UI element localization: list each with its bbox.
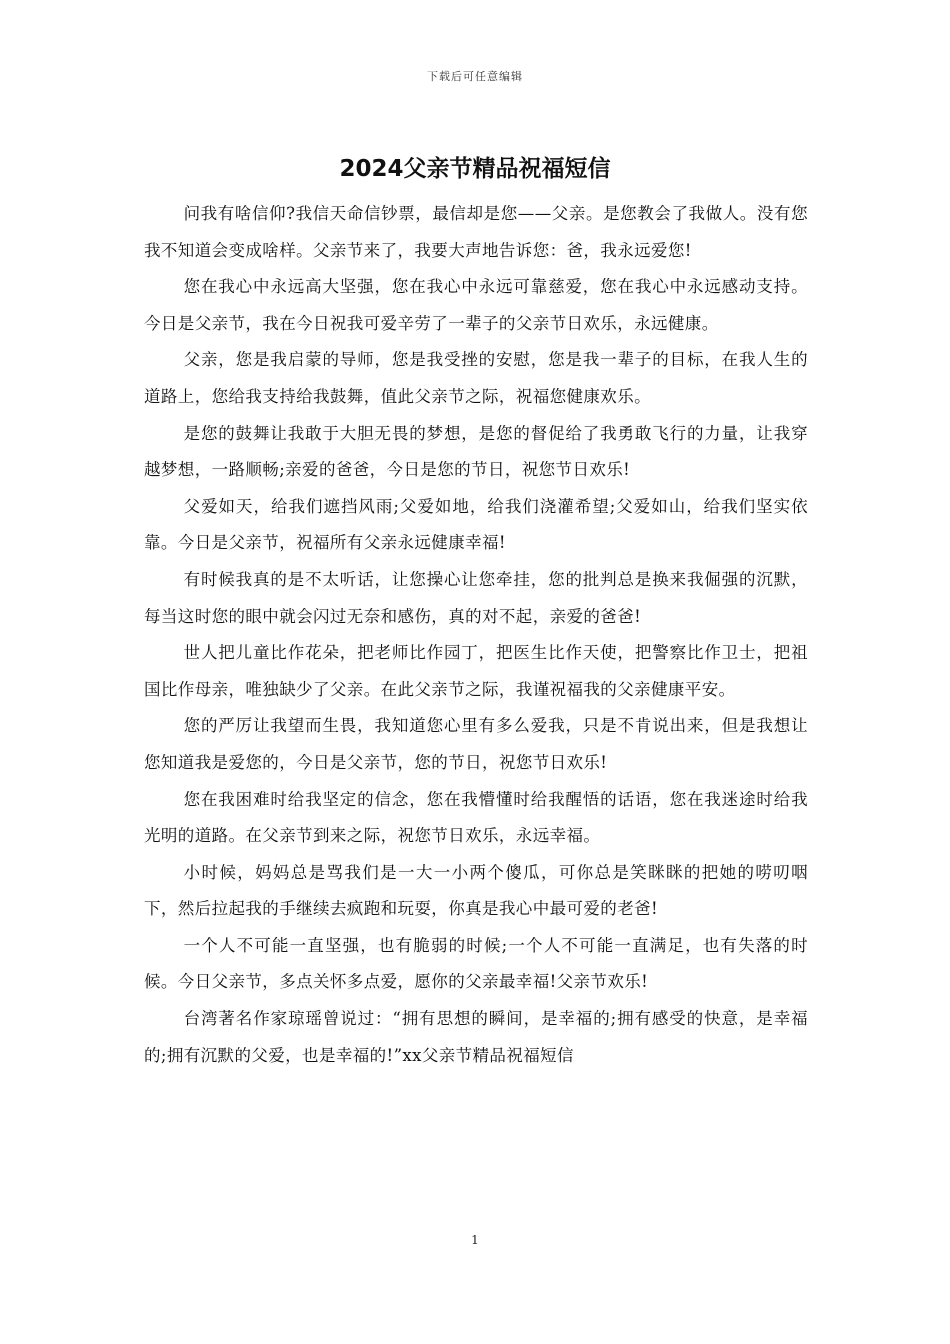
paragraph: 您的严厉让我望而生畏，我知道您心里有多么爱我，只是不肯说出来，但是我想让您知道我是爱您的，今日是父亲节，您的节日，祝您节日欢乐! [144, 716, 808, 772]
paragraph: 台湾著名作家琼瑶曾说过：“拥有思想的瞬间，是幸福的;拥有感受的快意，是幸福的;拥有沉默的父爱，也是幸福的!”xx父亲节精品祝福短信 [144, 1009, 808, 1065]
paragraph: 您在我心中永远高大坚强，您在我心中永远可靠慈爱，您在我心中永远感动支持。今日是父亲节，我在今日祝我可爱辛劳了一辈子的父亲节日欢乐，永远健康。 [144, 277, 808, 333]
paragraph: 有时候我真的是不太听话，让您操心让您牵挂，您的批判总是换来我倔强的沉默，每当这时您的眼中就会闪过无奈和感伤，真的对不起，亲爱的爸爸! [144, 569, 808, 626]
paragraph: 父亲，您是我启蒙的导师，您是我受挫的安慰，您是我一辈子的目标，在我人生的道路上，您给我支持给我鼓舞，值此父亲节之际，祝福您健康欢乐。 [144, 350, 808, 406]
paragraph: 问我有啥信仰?我信天命信钞票，最信却是您——父亲。是您教会了我做人。没有您我不知道会变成啥样。父亲节来了，我要大声地告诉您：爸，我永远爱您! [144, 204, 808, 260]
paragraph: 一个人不可能一直坚强，也有脆弱的时候;一个人不可能一直满足，也有失落的时候。今日父亲节，多点关怀多点爱，愿你的父亲最幸福!父亲节欢乐! [144, 935, 808, 992]
paragraph: 小时候，妈妈总是骂我们是一大一小两个傻瓜，可你总是笑眯眯的把她的唠叨咽下，然后拉起我的手继续去疯跑和玩耍，你真是我心中最可爱的老爸! [144, 862, 808, 919]
header-note: 下载后可任意编辑 [427, 70, 523, 83]
paragraph: 世人把儿童比作花朵，把老师比作园丁，把医生比作天使，把警察比作卫士，把祖国比作母亲，唯独缺少了父亲。在此父亲节之际，我谨祝福我的父亲健康平安。 [144, 643, 808, 699]
paragraph: 父爱如天，给我们遮挡风雨;父爱如地，给我们浇灌希望;父爱如山，给我们坚实依靠。今日是父亲节，祝福所有父亲永远健康幸福! [144, 496, 808, 553]
document-body [144, 196, 808, 1074]
paragraph: 是您的鼓舞让我敢于大胆无畏的梦想，是您的督促给了我勇敢飞行的力量，让我穿越梦想，一路顺畅;亲爱的爸爸，今日是您的节日，祝您节日欢乐! [144, 423, 808, 480]
page-number: 1 [471, 1233, 479, 1247]
paragraph: 您在我困难时给我坚定的信念，您在我懵懂时给我醒悟的话语，您在我迷途时给我光明的道路。在父亲节到来之际，祝您节日欢乐，永远幸福。 [144, 789, 808, 846]
document-title: 2024父亲节精品祝福短信 [339, 156, 611, 182]
